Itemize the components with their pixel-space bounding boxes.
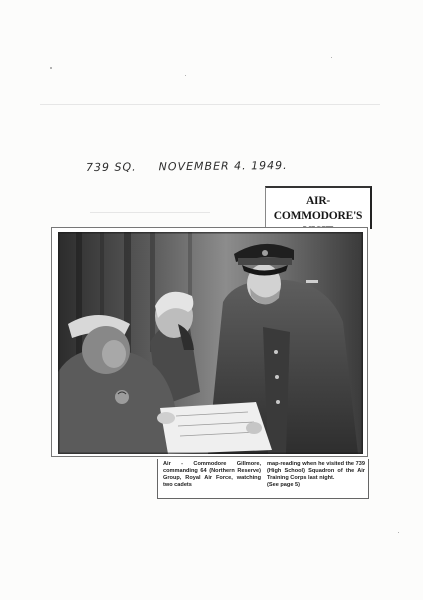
caption-right-text: map-reading when he visited the 739 (High School) Squadron of the Air Training Corps last night. — [267, 461, 365, 482]
handwritten-date: NOVEMBER 4. 1949. — [158, 158, 288, 174]
caption-page-reference: (See page 5) — [267, 482, 300, 489]
caption-left-column: Air - Commodore Gillmore, commanding 64 (Northern Reserve) Group, Royal Air Force, watching two cadets — [163, 461, 261, 489]
caption-right-column — [267, 461, 365, 498]
dust-speck — [398, 532, 399, 533]
headline — [265, 186, 372, 229]
photo-caption — [157, 459, 369, 499]
handwritten-squadron: 739 SQ. — [85, 160, 137, 175]
photo-illustration — [58, 232, 363, 454]
dust-speck — [50, 67, 52, 69]
handwritten-annotation — [86, 159, 288, 174]
newspaper-clipping — [51, 186, 372, 498]
halftone-photo — [58, 232, 363, 454]
photo-frame — [51, 227, 368, 457]
scan-artifact-line — [40, 104, 380, 105]
headline-line-1: AIR-COMMODORE'S — [273, 195, 363, 222]
dust-speck — [185, 75, 186, 76]
dust-speck — [331, 57, 332, 58]
